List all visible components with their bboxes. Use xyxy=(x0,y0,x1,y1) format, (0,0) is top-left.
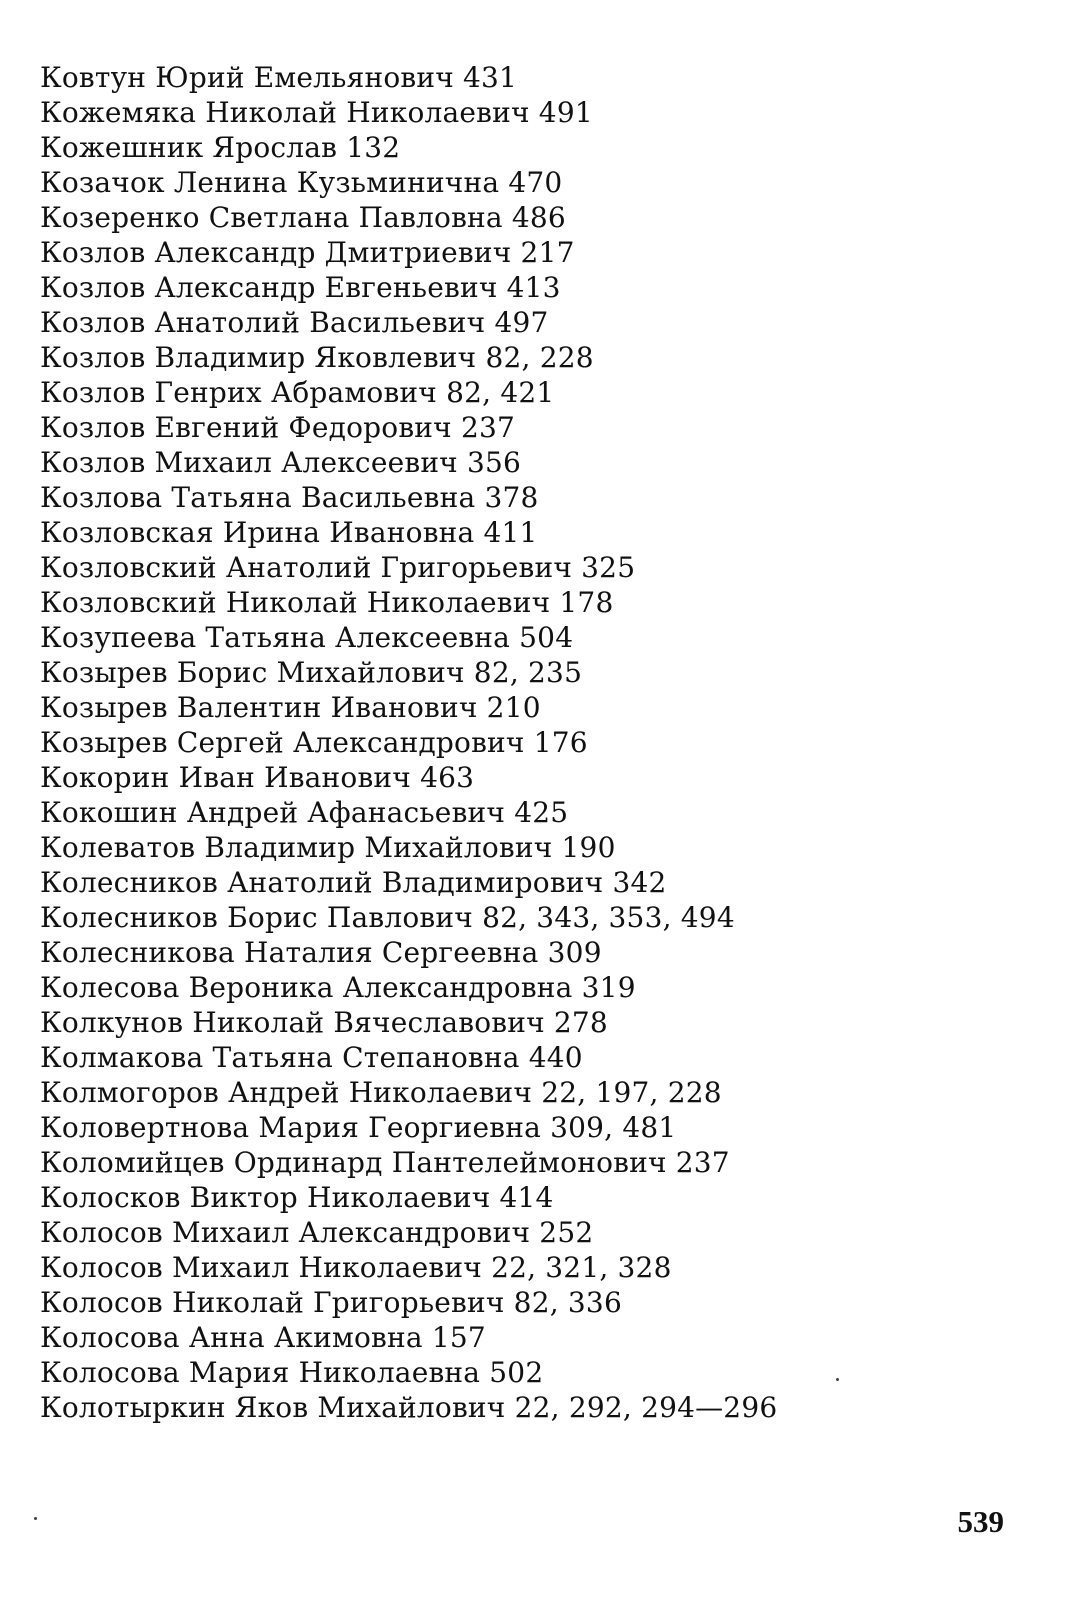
index-entry: Козачок Ленина Кузьминична 470 xyxy=(40,166,563,199)
index-entry: Колесникова Наталия Сергеевна 309 xyxy=(40,936,602,969)
page-number: 539 xyxy=(957,1504,1004,1539)
index-entry: Колеватов Владимир Михайлович 190 xyxy=(40,831,616,864)
index-entry: Колесников Борис Павлович 82, 343, 353, 494 xyxy=(40,901,735,934)
index-entry: Козлова Татьяна Васильевна 378 xyxy=(40,481,539,514)
index-entry: Колмакова Татьяна Степановна 440 xyxy=(40,1041,583,1074)
index-entry: Колмогоров Андрей Николаевич 22, 197, 228 xyxy=(40,1076,722,1109)
index-entry: Колосова Мария Николаевна 502 xyxy=(40,1356,544,1389)
index-entry: Козловская Ирина Ивановна 411 xyxy=(40,516,538,549)
index-entry: Коломийцев Ординард Пантелеймонович 237 xyxy=(40,1146,730,1179)
index-entry: Колосов Михаил Александрович 252 xyxy=(40,1216,594,1249)
index-entry: Козырев Валентин Иванович 210 xyxy=(40,691,541,724)
index-entry: Колосова Анна Акимовна 157 xyxy=(40,1321,486,1354)
name-index-list xyxy=(40,60,1000,1425)
index-entry: Колкунов Николай Вячеславович 278 xyxy=(40,1006,608,1039)
index-entry: Ковтун Юрий Емельянович 431 xyxy=(40,61,518,94)
index-entry: Козловский Анатолий Григорьевич 325 xyxy=(40,551,636,584)
index-entry: Кожешник Ярослав 132 xyxy=(40,131,401,164)
index-entry: Козлов Генрих Абрамович 82, 421 xyxy=(40,376,555,409)
index-entry: Козырев Борис Михайлович 82, 235 xyxy=(40,656,583,689)
index-entry: Козупеева Татьяна Алексеевна 504 xyxy=(40,621,574,654)
index-entry: Козлов Евгений Федорович 237 xyxy=(40,411,516,444)
index-entry: Колосков Виктор Николаевич 414 xyxy=(40,1181,554,1214)
index-entry: Козлов Александр Дмитриевич 217 xyxy=(40,236,575,269)
index-entry: Колосов Михаил Николаевич 22, 321, 328 xyxy=(40,1251,672,1284)
index-entry: Коловертнова Мария Георгиевна 309, 481 xyxy=(40,1111,677,1144)
index-entry: Колотыркин Яков Михайлович 22, 292, 294—296 xyxy=(40,1391,778,1424)
index-entry: Кокорин Иван Иванович 463 xyxy=(40,761,475,794)
index-entry: Козырев Сергей Александрович 176 xyxy=(40,726,588,759)
index-entry: Колесова Вероника Александровна 319 xyxy=(40,971,636,1004)
index-entry: Кокошин Андрей Афанасьевич 425 xyxy=(40,796,569,829)
index-entry: Козлов Михаил Алексеевич 356 xyxy=(40,446,522,479)
index-entry: Козлов Александр Евгеньевич 413 xyxy=(40,271,561,304)
index-entry: Кожемяка Николай Николаевич 491 xyxy=(40,96,593,129)
index-entry: Козлов Владимир Яковлевич 82, 228 xyxy=(40,341,594,374)
index-entry: Козеренко Светлана Павловна 486 xyxy=(40,201,566,234)
scan-speck xyxy=(34,1517,37,1520)
index-entry: Козловский Николай Николаевич 178 xyxy=(40,586,614,619)
index-entry: Колосов Николай Григорьевич 82, 336 xyxy=(40,1286,622,1319)
scan-speck xyxy=(836,1378,839,1381)
index-entry: Колесников Анатолий Владимирович 342 xyxy=(40,866,667,899)
index-entry: Козлов Анатолий Васильевич 497 xyxy=(40,306,549,339)
